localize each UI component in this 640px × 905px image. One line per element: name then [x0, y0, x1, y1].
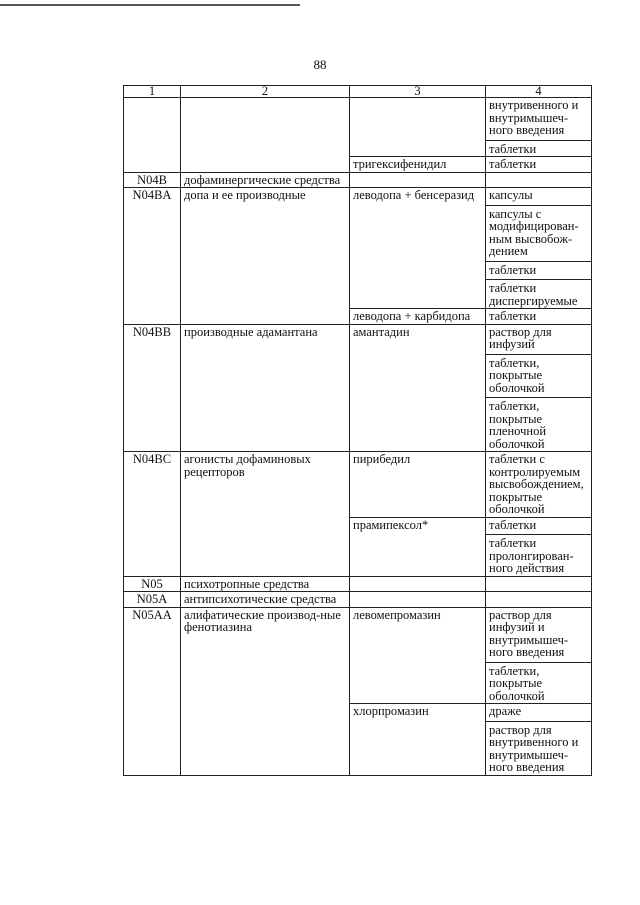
atc-code-cell: N04BA	[124, 188, 181, 325]
dosage-form: таблетки, покрытые оболочкой	[486, 354, 591, 395]
table-row	[124, 592, 592, 608]
drug-name-cell: тригексифенидил	[350, 157, 486, 173]
dosage-forms-cell	[486, 98, 592, 157]
table-row	[124, 98, 592, 157]
dosage-form: таблетки диспергируемые	[486, 279, 591, 307]
dosage-forms-cell	[486, 592, 592, 608]
group-cell: антипсихотические средства	[181, 592, 350, 608]
dosage-form: таблетки	[486, 261, 591, 277]
group-cell: допа и ее производные	[181, 188, 350, 325]
group-cell: производные адамантана	[181, 324, 350, 452]
drug-name-cell: амантадин	[350, 324, 486, 452]
column-header-3: 3	[350, 86, 486, 98]
dosage-form: капсулы	[489, 188, 533, 202]
page-number: 88	[313, 57, 327, 72]
dosage-form: таблетки, покрытые оболочкой	[486, 662, 591, 703]
table-row	[124, 172, 592, 188]
dosage-forms-cell	[486, 157, 592, 173]
table-row	[124, 607, 592, 704]
atc-code-cell: N04BB	[124, 324, 181, 452]
drug-name-cell	[350, 98, 486, 157]
dosage-form: таблетки пролонгирован-ного действия	[486, 534, 591, 575]
table-row	[124, 452, 592, 518]
dosage-forms-cell	[486, 576, 592, 592]
atc-code-cell: N04BC	[124, 452, 181, 577]
drug-name-cell: прамипексол*	[350, 517, 486, 576]
dosage-form: драже	[489, 704, 522, 718]
table-header-row	[124, 86, 592, 98]
dosage-form: таблетки	[489, 517, 537, 532]
dosage-form: таблетки с контролируемым высвобождением, покрытые оболочкой	[489, 452, 584, 516]
group-cell: агонисты дофаминовых рецепторов	[181, 452, 350, 577]
drug-classification-table	[123, 85, 592, 776]
dosage-forms-cell	[486, 607, 592, 704]
top-rule	[0, 4, 300, 6]
table-row	[124, 576, 592, 592]
table-row	[124, 188, 592, 309]
dosage-forms-cell	[486, 517, 592, 576]
dosage-form: таблетки	[489, 309, 537, 323]
atc-code-cell	[124, 98, 181, 173]
dosage-forms-cell	[486, 309, 592, 325]
group-cell: алифатические производ-ные фенотиазина	[181, 607, 350, 775]
drug-name-cell: хлорпромазин	[350, 704, 486, 776]
dosage-forms-cell	[486, 704, 592, 776]
atc-code-cell: N04B	[124, 172, 181, 188]
dosage-form: таблетки, покрытые пленочной оболочкой	[486, 397, 591, 450]
dosage-forms-cell	[486, 188, 592, 309]
dosage-form: внутривенного и внутримышеч-ного введения	[489, 98, 579, 137]
group-cell: психотропные средства	[181, 576, 350, 592]
dosage-forms-cell	[486, 452, 592, 518]
column-header-2: 2	[181, 86, 350, 98]
group-cell: дофаминергические средства	[181, 172, 350, 188]
dosage-form: раствор для инфузий	[489, 324, 552, 351]
atc-code-cell: N05A	[124, 592, 181, 608]
group-cell	[181, 98, 350, 173]
drug-name-cell: пирибедил	[350, 452, 486, 518]
table-row	[124, 324, 592, 452]
drug-name-cell: леводопа + карбидопа	[350, 309, 486, 325]
dosage-form: таблетки	[486, 140, 591, 156]
drug-name-cell: леводопа + бенсеразид	[350, 188, 486, 309]
dosage-form: раствор для инфузий и внутримышеч-ного введения	[489, 607, 569, 659]
dosage-form: раствор для внутривенного и внутримышеч-ного введения	[486, 721, 591, 774]
column-header-4: 4	[486, 86, 592, 98]
atc-code-cell: N05	[124, 576, 181, 592]
atc-code-cell: N05AA	[124, 607, 181, 775]
dosage-forms-cell	[486, 324, 592, 452]
drug-name-cell	[350, 576, 486, 592]
dosage-forms-cell	[486, 172, 592, 188]
dosage-form: капсулы с модифицирован-ным высвобож-дением	[486, 205, 591, 258]
dosage-form: таблетки	[489, 157, 537, 171]
drug-name-cell	[350, 172, 486, 188]
drug-name-cell	[350, 592, 486, 608]
column-header-1: 1	[124, 86, 181, 98]
drug-name-cell: левомепромазин	[350, 607, 486, 704]
